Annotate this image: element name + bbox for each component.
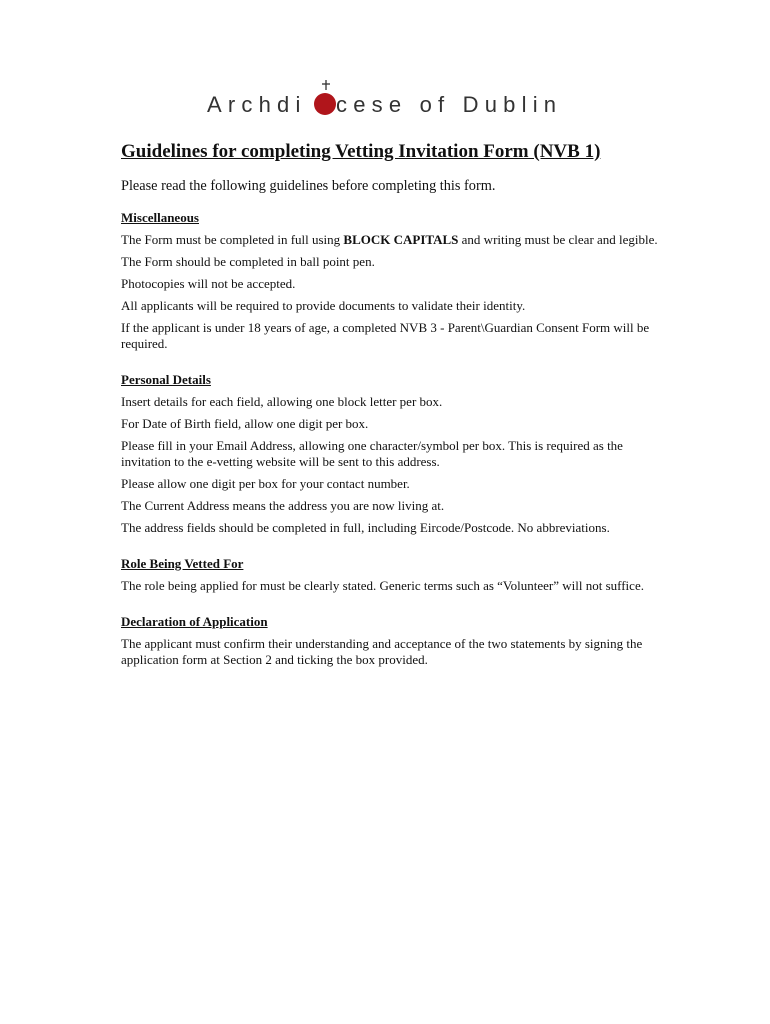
role-paragraph-1: The role being applied for must be clearly stated. Generic terms such as “Volunteer” will not suffice. (121, 578, 644, 593)
personal-paragraph-4: Please allow one digit per box for your contact number. (121, 476, 410, 491)
section-role (121, 556, 669, 594)
misc-paragraph-4: All applicants will be required to provide documents to validate their identity. (121, 298, 526, 313)
logo-text-right: cese of Dublin (336, 92, 563, 117)
misc-paragraph-5: If the applicant is under 18 years of age, a completed NVB 3 - Parent\Guardian Consent Form will be required. (121, 320, 650, 351)
misc-paragraph-1 (121, 232, 669, 248)
misc-p1-text: The Form must be completed in full using (121, 232, 344, 247)
declaration-paragraph-1: The applicant must confirm their understanding and acceptance of the two statements by signing the application form at Section 2 and ticking the box provided. (121, 636, 643, 667)
document-title: Guidelines for completing Vetting Invitation Form (NVB 1) (121, 141, 601, 162)
personal-paragraph-1: Insert details for each field, allowing one block letter per box. (121, 394, 443, 409)
personal-paragraph-6: The address fields should be completed in full, including Eircode/Postcode. No abbreviations. (121, 520, 610, 535)
section-heading-declaration: Declaration of Application (121, 614, 268, 629)
misc-p1-text-end: and writing must be clear and legible. (458, 232, 658, 247)
logo-text-left: Archdi (207, 92, 307, 117)
misc-p1-bold: BLOCK CAPITALS (343, 232, 459, 247)
archdiocese-logo (206, 80, 566, 120)
misc-paragraph-2: The Form should be completed in ball point pen. (121, 254, 375, 269)
intro-text: Please read the following guidelines before completing this form. (121, 178, 496, 194)
section-miscellaneous (121, 210, 669, 352)
section-heading-personal-details: Personal Details (121, 372, 211, 387)
section-heading-role: Role Being Vetted For (121, 556, 244, 571)
section-declaration (121, 614, 669, 668)
guidelines-document (121, 141, 669, 668)
misc-paragraph-3: Photocopies will not be accepted. (121, 276, 296, 291)
personal-paragraph-2: For Date of Birth field, allow one digit per box. (121, 416, 369, 431)
personal-paragraph-5: The Current Address means the address you are now living at. (121, 498, 445, 513)
section-personal-details (121, 372, 669, 536)
section-heading-miscellaneous: Miscellaneous (121, 210, 199, 225)
personal-paragraph-3: Please fill in your Email Address, allowing one character/symbol per box. This is required as the invitation to the e-vetting website will be sent to this address. (121, 438, 623, 469)
